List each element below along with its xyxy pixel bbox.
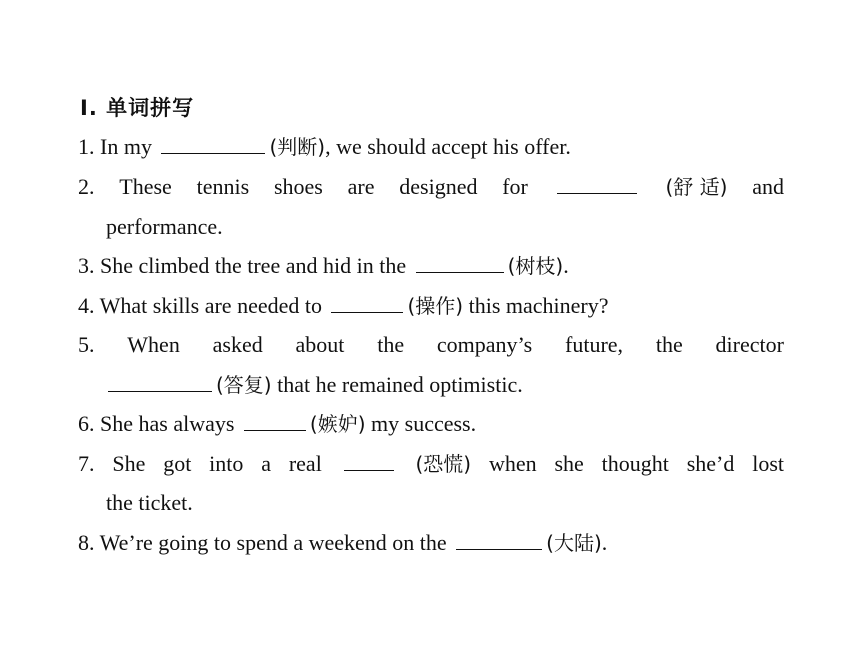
word: for [502, 174, 528, 199]
question-8 [78, 529, 607, 557]
chinese-hint: (大陆) [546, 531, 602, 555]
answer-blank[interactable] [557, 173, 637, 194]
answer-blank[interactable] [108, 371, 212, 392]
question-3 [78, 252, 569, 280]
question-number: 6. [78, 411, 95, 436]
word: got [163, 451, 192, 476]
question-4 [78, 292, 609, 320]
word: future, [565, 332, 624, 357]
word: When [127, 332, 180, 357]
word: lost [752, 451, 784, 476]
answer-blank[interactable] [161, 133, 265, 154]
chinese-hint: (嫉妒) [309, 412, 366, 436]
question-number: 3. [78, 253, 95, 278]
answer-blank[interactable] [331, 292, 403, 313]
question-text: performance. [106, 214, 223, 239]
question-text: We’re going to spend a weekend on the [99, 530, 447, 555]
question-text: What skills are needed to [99, 293, 322, 318]
question-6 [78, 410, 476, 438]
answer-blank[interactable] [416, 252, 504, 273]
question-text: the ticket. [106, 490, 193, 515]
question-number: 1. [78, 134, 95, 159]
answer-blank[interactable] [244, 410, 306, 431]
section-title: Ⅰ. 单词拼写 [80, 96, 195, 120]
word: company’s [436, 332, 533, 357]
question-1 [78, 133, 571, 161]
word: are [347, 174, 375, 199]
word: These [119, 174, 172, 199]
word: the [377, 332, 405, 357]
chinese-hint: (判断) [269, 135, 326, 159]
question-text: . [563, 253, 569, 278]
word: She [112, 451, 146, 476]
word: when [488, 451, 537, 476]
question-number: 2. [78, 174, 95, 199]
word: director [715, 332, 784, 357]
chinese-hint: (答复) [216, 373, 272, 397]
word: into [209, 451, 244, 476]
word: about [295, 332, 345, 357]
question-5 [78, 331, 784, 359]
question-2 [78, 173, 784, 201]
question-7-continued [106, 489, 193, 517]
answer-blank[interactable] [344, 450, 394, 471]
word: designed [399, 174, 478, 199]
chinese-hint: (树枝) [507, 254, 564, 278]
question-number: 4. [78, 293, 95, 318]
question-text: this machinery? [463, 293, 609, 318]
word: she’d [686, 451, 735, 476]
word: a [261, 451, 271, 476]
question-7 [78, 450, 784, 478]
word: asked [212, 332, 263, 357]
chinese-hint: (操作) [407, 294, 464, 318]
question-number: 7. [78, 451, 95, 476]
question-text: . [601, 530, 608, 555]
word: and [752, 174, 784, 199]
question-text: She has always [100, 411, 235, 436]
word: shoes [273, 174, 323, 199]
question-text: my success. [365, 411, 477, 436]
question-2-continued [106, 213, 223, 241]
word: she [554, 451, 584, 476]
question-5-continued [106, 371, 523, 399]
question-text: , we should accept his offer. [325, 134, 571, 159]
chinese-hint: (舒 适) [665, 175, 728, 199]
answer-blank[interactable] [456, 529, 542, 550]
word: real [288, 451, 322, 476]
word: tennis [196, 174, 250, 199]
question-text: She climbed the tree and hid in the [100, 253, 407, 278]
chinese-hint: (恐慌) [415, 452, 472, 476]
word: the [655, 332, 683, 357]
question-number: 5. [78, 332, 95, 357]
word: thought [601, 451, 669, 476]
question-text: that he remained optimistic. [271, 372, 523, 397]
question-text: In my [100, 134, 152, 159]
question-number: 8. [78, 530, 95, 555]
